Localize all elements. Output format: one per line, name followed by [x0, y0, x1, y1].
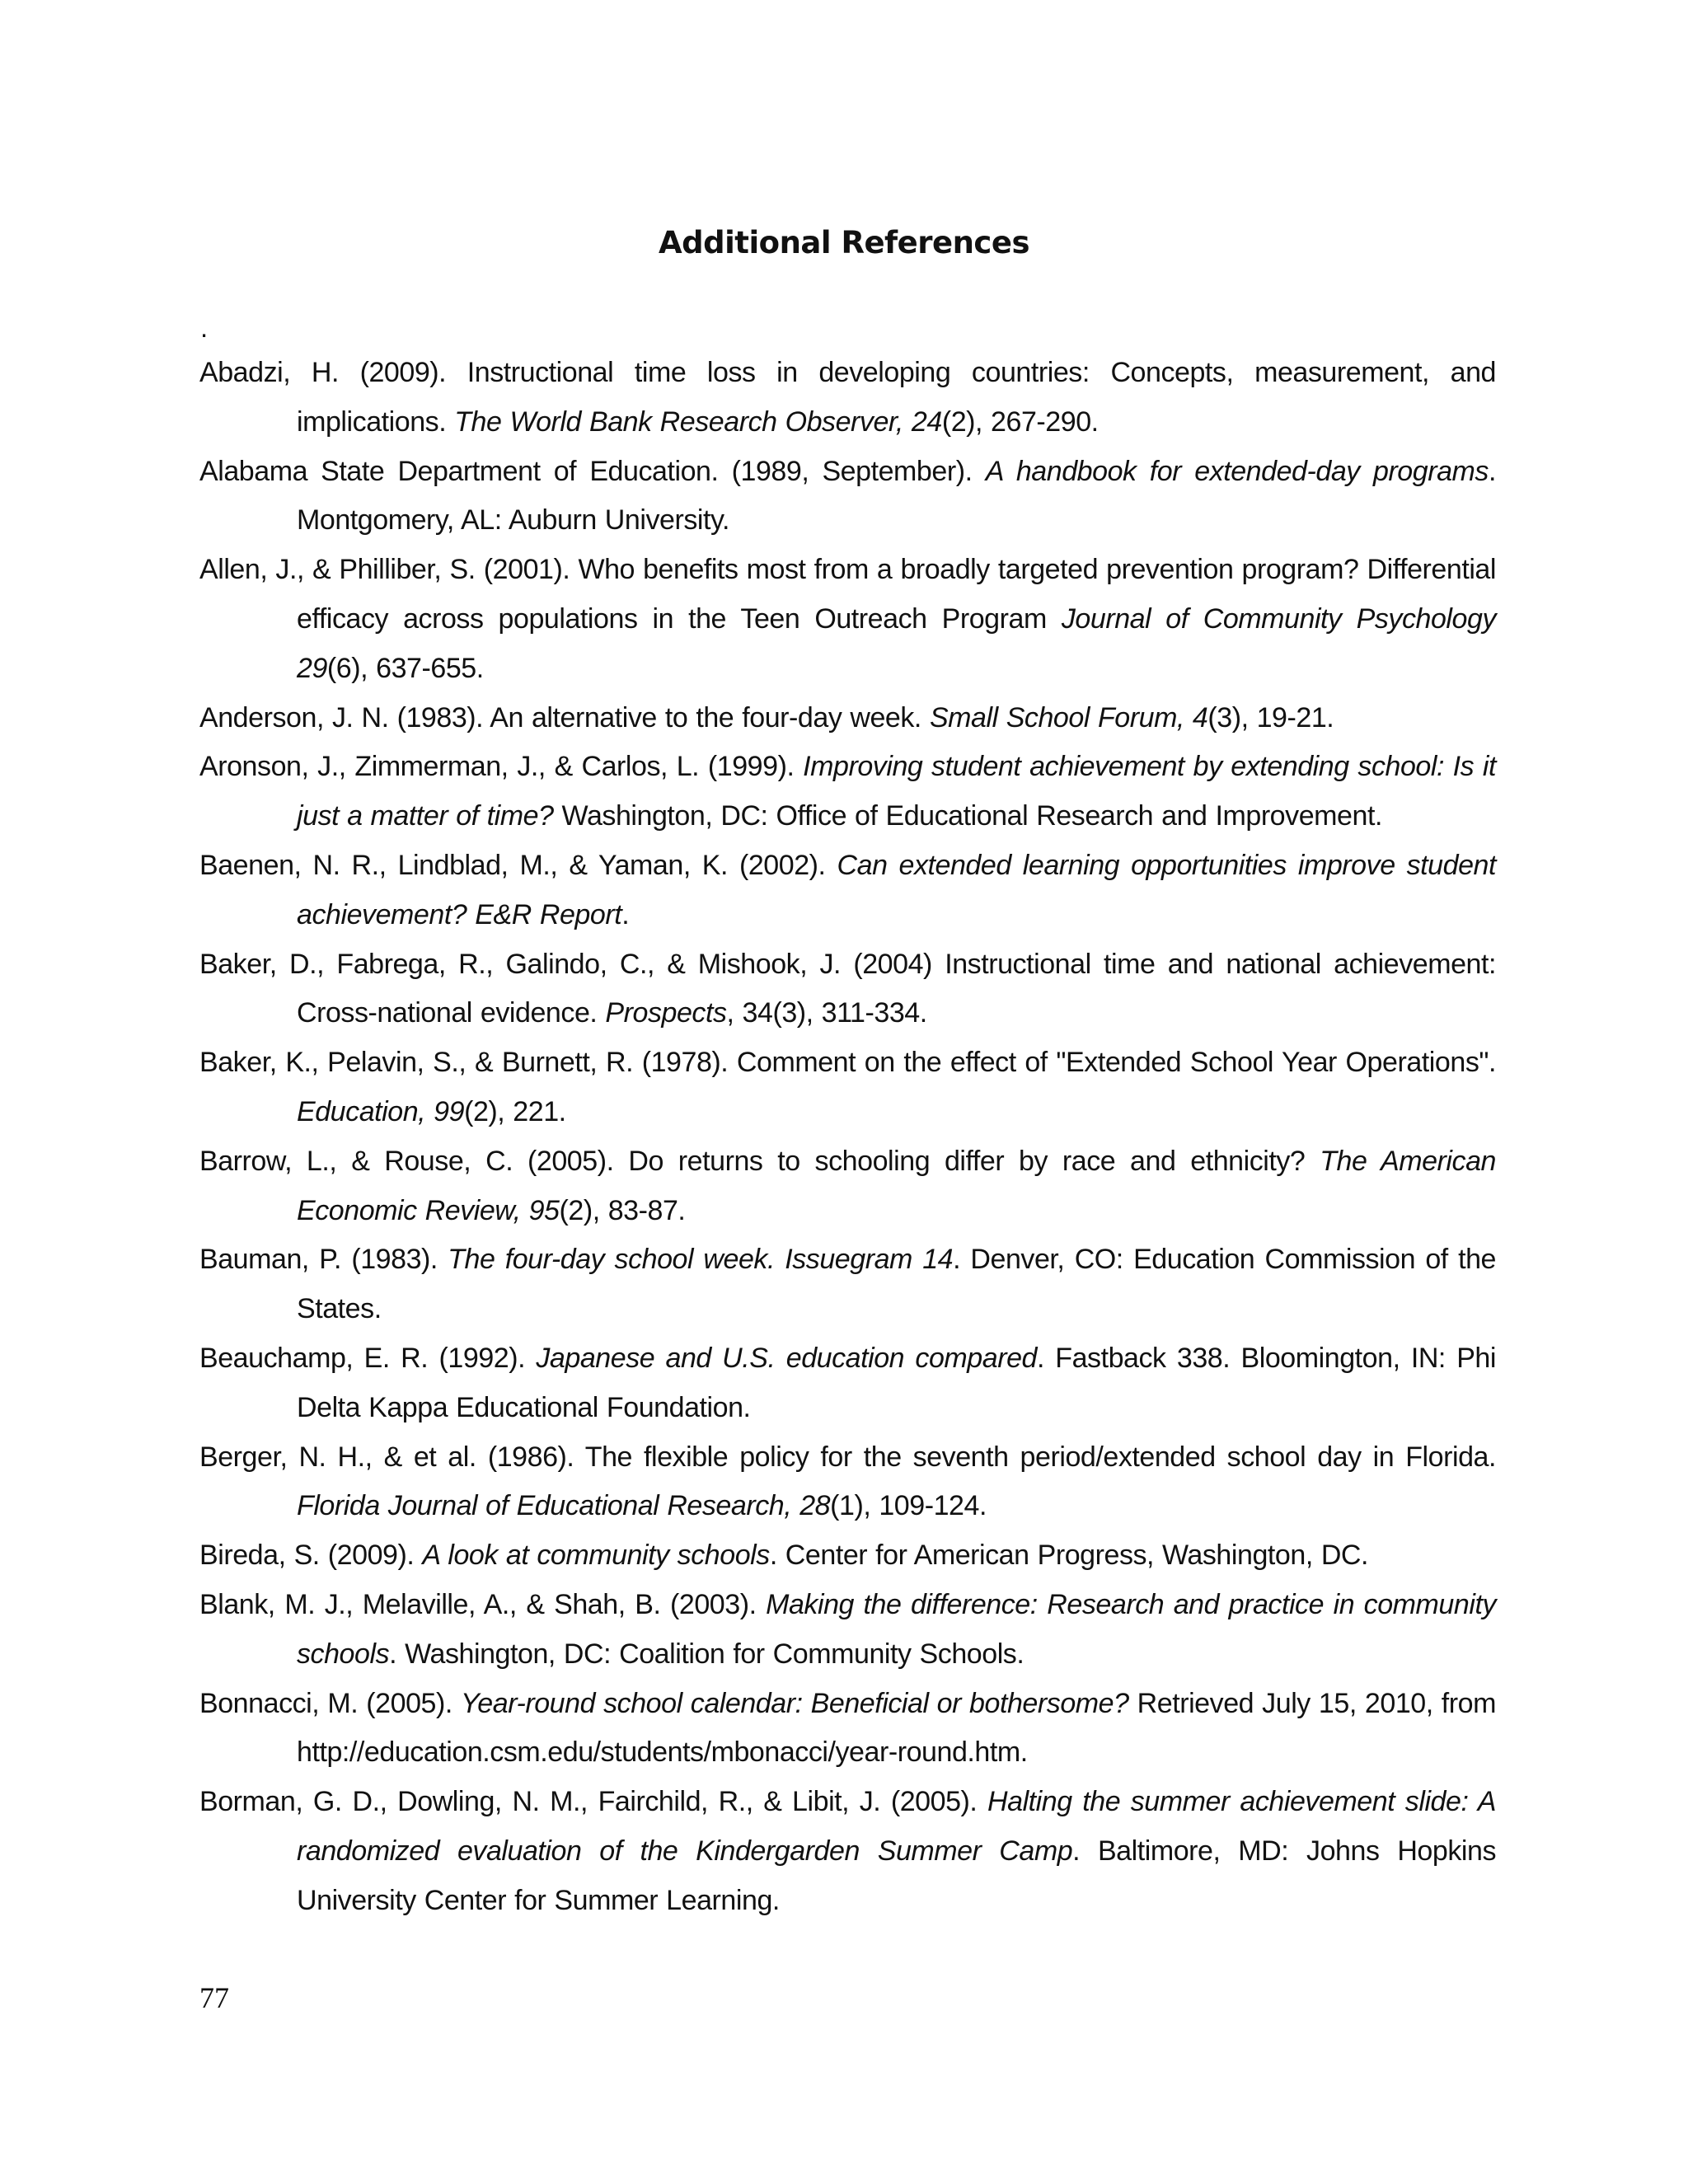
reference-item — [199, 1778, 1496, 1925]
reference-text: Alabama State Department of Education. (1989, September). — [199, 455, 986, 487]
reference-text: , 34(3), 311-334. — [726, 997, 927, 1029]
reference-text: (2), 83-87. — [559, 1194, 686, 1226]
reference-text: . Denver, CO: Education Commission of the States. — [297, 1244, 1496, 1325]
stray-mark: . — [200, 312, 209, 343]
reference-item — [199, 1334, 1496, 1433]
reference-item — [199, 1433, 1496, 1532]
reference-text: . Baltimore, MD: Johns Hopkins University Center for Summer Learning. — [297, 1835, 1497, 1916]
reference-italic: Florida Journal of Educational Research, 28 — [297, 1490, 831, 1522]
reference-item — [199, 349, 1496, 448]
reference-text: Washington, DC: Office of Educational Research and Improvement. — [553, 800, 1382, 832]
reference-item — [199, 1581, 1496, 1680]
reference-italic: Journal of Community Psychology 29 — [297, 602, 1496, 684]
reference-italic: A look at community schools — [422, 1540, 770, 1572]
reference-item — [199, 1235, 1496, 1334]
reference-text: (3), 19-21. — [1207, 701, 1334, 733]
reference-text: . Center for American Progress, Washington, DC. — [769, 1540, 1369, 1572]
reference-italic: The four-day school week. Issuegram 14 — [448, 1244, 954, 1276]
reference-text: Aronson, J., Zimmerman, J., & Carlos, L. (1999). — [199, 751, 804, 783]
reference-item — [199, 448, 1496, 546]
reference-item — [199, 841, 1496, 940]
reference-text: (6), 637-655. — [326, 652, 484, 684]
reference-italic: The World Bank Research Observer, 24 — [454, 405, 942, 438]
reference-text: . Montgomery, AL: Auburn University. — [297, 455, 1496, 537]
reference-text: . Washington, DC: Coalition for Community Schools. — [389, 1638, 1025, 1670]
reference-italic: A handbook for extended-day programs — [985, 455, 1489, 487]
reference-italic: Improving student achievement by extending school: Is it just a matter of time? — [297, 751, 1496, 832]
reference-text: Retrieved July 15, 2010, from http://education.csm.edu/students/mbonacci/year-round.htm. — [297, 1687, 1497, 1769]
reference-item — [199, 1531, 1496, 1581]
reference-text: (1), 109-124. — [830, 1490, 987, 1522]
reference-italic: Making the difference: Research and practice in community schools — [297, 1588, 1496, 1670]
reference-text: Bireda, S. (2009). — [199, 1540, 423, 1572]
reference-text: Baker, K., Pelavin, S., & Burnett, R. (1978). Comment on the effect of "Extended School Year Operations". — [199, 1047, 1496, 1079]
reference-italic: The American Economic Review, 95 — [297, 1145, 1496, 1226]
reference-text: Anderson, J. N. (1983). An alternative to the four-day week. — [199, 701, 930, 733]
reference-text: (2), 221. — [464, 1095, 566, 1127]
reference-text: . — [621, 898, 630, 930]
reference-item — [199, 1680, 1496, 1779]
reference-text: Baenen, N. R., Lindblad, M., & Yaman, K. (2002). — [199, 849, 837, 881]
reference-text: Allen, J., & Philliber, S. (2001). Who benefits most from a broadly targeted prevention program? Differential efficacy across populations in the Teen Outreach Program — [199, 554, 1496, 635]
reference-item — [199, 940, 1496, 1039]
page-number: 77 — [199, 1981, 229, 2014]
reference-text: . Fastback 338. Bloomington, IN: Phi Delta Kappa Educational Foundation. — [297, 1342, 1496, 1423]
reference-text: Bauman, P. (1983). — [199, 1244, 448, 1276]
reference-text: Beauchamp, E. R. (1992). — [199, 1342, 537, 1374]
reference-italic: Prospects — [605, 997, 727, 1029]
reference-list — [199, 349, 1496, 1926]
reference-italic: Small School Forum, 4 — [929, 701, 1208, 733]
reference-item — [199, 694, 1496, 743]
reference-item — [199, 546, 1496, 693]
reference-italic: Japanese and U.S. education compared — [536, 1342, 1037, 1374]
reference-item — [199, 743, 1496, 841]
reference-text: Baker, D., Fabrega, R., Galindo, C., & Mishook, J. (2004) Instructional time and national achievement: Cross-national evidence. — [199, 948, 1496, 1029]
reference-item — [199, 1137, 1496, 1236]
reference-italic: Can extended learning opportunities improve student achievement? E&R Report — [297, 849, 1496, 930]
reference-text: Abadzi, H. (2009). Instructional time loss in developing countries: Concepts, measurement, and implications. — [199, 357, 1496, 438]
reference-italic: Education, 99 — [297, 1095, 465, 1127]
reference-item — [199, 1038, 1496, 1137]
page-title: Additional References — [659, 224, 1029, 260]
reference-text: (2), 267-290. — [941, 405, 1099, 438]
reference-italic: Halting the summer achievement slide: A randomized evaluation of the Kindergarden Summer Camp — [297, 1786, 1496, 1867]
reference-text: Blank, M. J., Melaville, A., & Shah, B. (2003). — [199, 1588, 767, 1620]
reference-italic: Year-round school calendar: Beneficial or bothersome? — [460, 1687, 1129, 1719]
reference-text: Berger, N. H., & et al. (1986). The flexible policy for the seventh period/extended school day in Florida. — [199, 1441, 1496, 1473]
reference-text: Barrow, L., & Rouse, C. (2005). Do returns to schooling differ by race and ethnicity? — [199, 1145, 1320, 1177]
reference-text: Bonnacci, M. (2005). — [199, 1687, 461, 1719]
reference-text: Borman, G. D., Dowling, N. M., Fairchild, R., & Libit, J. (2005). — [199, 1786, 987, 1818]
